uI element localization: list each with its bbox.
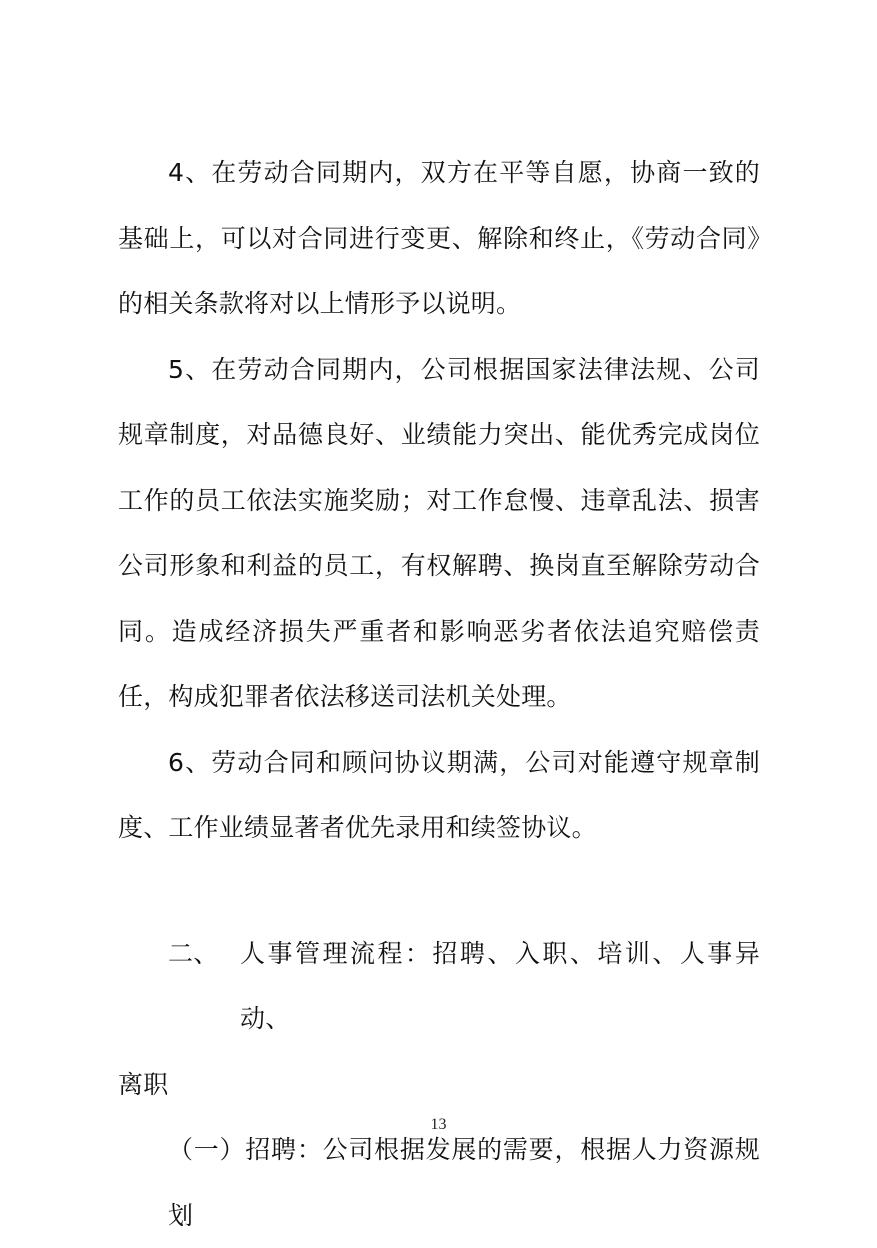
section-heading: [118, 921, 760, 1052]
section-spacer: [118, 861, 760, 921]
paragraph-item-4: 4、在劳动合同期内，双方在平等自愿，协商一致的基础上，可以对合同进行变更、解除和终止，《劳动合同》的相关条款将对以上情形予以说明。: [118, 158, 760, 318]
paragraph-item-5: 5、在劳动合同期内，公司根据国家法律法规、公司规章制度，对品德良好、业绩能力突出、能优秀完成岗位工作的员工依法实施奖励；对工作怠慢、违章乱法、损害公司形象和利益的员工，有权解聘、换岗直至解除劳动合同。造成经济损失严重者和影响恶劣者依法追究赔偿责任，构成犯罪者依法移送司法机关处理。: [118, 354, 760, 711]
document-body: [118, 140, 760, 1248]
page-number: 13: [430, 1116, 447, 1133]
section-title-line1: 人事管理流程：招聘、入职、培训、人事异动、: [240, 938, 760, 1033]
subsection-recruitment: （一）招聘：公司根据发展的需要，根据人力资源规划: [168, 1135, 760, 1230]
paragraph-item-6: 6、劳动合同和顾问协议期满，公司对能遵守规章制度、工作业绩显著者优先录用和续签协议。: [118, 747, 760, 842]
section-number: 二、: [168, 938, 219, 968]
section-title-line2: 离职: [118, 1069, 169, 1099]
